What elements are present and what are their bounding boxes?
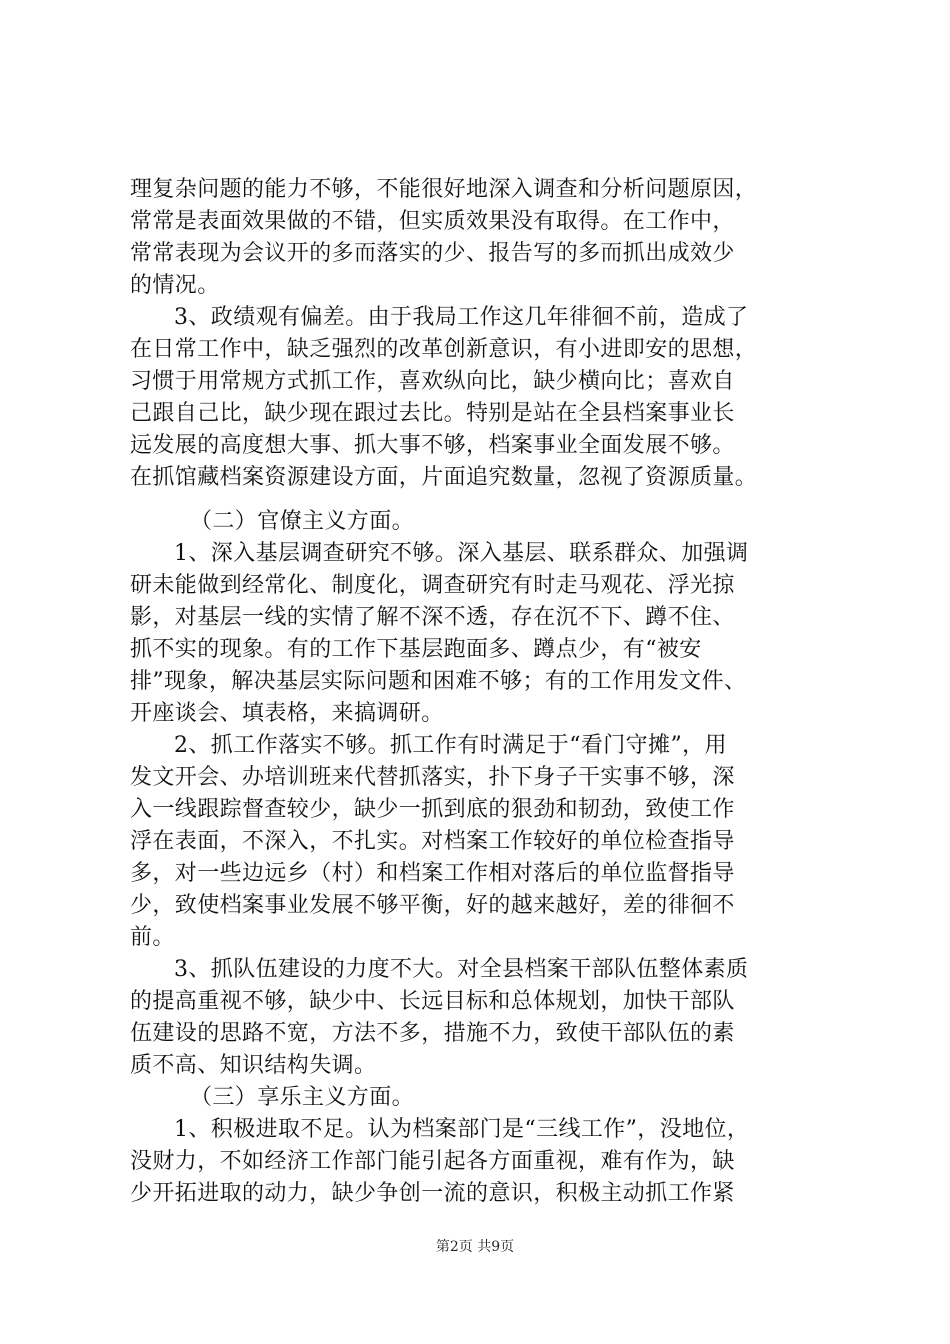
paragraph-start-line: 1、深入基层调查研究不够。深入基层、联系群众、加强调 bbox=[174, 541, 749, 566]
text-line: 少开拓进取的动力，缺少争创一流的意识，积极主动抓工作紧 bbox=[130, 1181, 735, 1206]
text-line: 伍建设的思路不宽，方法不多，措施不力，致使干部队伍的素 bbox=[130, 1021, 735, 1046]
text-line: 发文开会、办培训班来代替抓落实，扑下身子干实事不够，深 bbox=[130, 765, 735, 790]
paragraph-start-line: 2、抓工作落实不够。抓工作有时满足于“看门守摊”，用 bbox=[174, 733, 727, 758]
text-line: 习惯于用常规方式抓工作，喜欢纵向比，缺少横向比；喜欢自 bbox=[130, 369, 735, 394]
text-line: 常常是表面效果做的不错，但实质效果没有取得。在工作中， bbox=[130, 209, 735, 234]
text-line: 己跟自己比，缺少现在跟过去比。特别是站在全县档案事业长 bbox=[130, 401, 735, 426]
page-number-footer: 第2页 共9页 bbox=[435, 1239, 515, 1255]
paragraph-start-line: 3、政绩观有偏差。由于我局工作这几年徘徊不前，造成了 bbox=[174, 305, 749, 330]
section-heading: （三）享乐主义方面。 bbox=[190, 1085, 415, 1110]
document-body bbox=[130, 174, 820, 1210]
text-line: 在日常工作中，缺乏强烈的改革创新意识，有小进即安的思想， bbox=[130, 337, 758, 362]
text-line: 浮在表面，不深入，不扎实。对档案工作较好的单位检查指导 bbox=[130, 829, 735, 854]
text-line: 多，对一些边远乡（村）和档案工作相对落后的单位监督指导 bbox=[130, 861, 735, 886]
paragraph-start-line: 1、积极进取不足。认为档案部门是“三线工作”，没地位， bbox=[174, 1117, 750, 1142]
text-line: 在抓馆藏档案资源建设方面，片面追究数量，忽视了资源质量。 bbox=[130, 465, 758, 490]
text-line: 影，对基层一线的实情了解不深不透，存在沉不下、蹲不住、 bbox=[130, 605, 735, 630]
text-line: 开座谈会、填表格，来搞调研。 bbox=[130, 701, 444, 726]
text-line: 的情况。 bbox=[130, 273, 220, 298]
text-line: 没财力，不如经济工作部门能引起各方面重视，难有作为，缺 bbox=[130, 1149, 735, 1174]
text-line: 少，致使档案事业发展不够平衡，好的越来越好，差的徘徊不 bbox=[130, 893, 735, 918]
text-line: 质不高、知识结构失调。 bbox=[130, 1053, 377, 1078]
text-line: 排”现象，解决基层实际问题和困难不够；有的工作用发文件、 bbox=[130, 669, 747, 694]
text-line: 的提高重视不够，缺少中、长远目标和总体规划，加快干部队 bbox=[130, 989, 735, 1014]
text-line: 研未能做到经常化、制度化，调查研究有时走马观花、浮光掠 bbox=[130, 573, 735, 598]
paragraph-start-line: 3、抓队伍建设的力度不大。对全县档案干部队伍整体素质 bbox=[174, 957, 749, 982]
text-line: 常常表现为会议开的多而落实的少、报告写的多而抓出成效少 bbox=[130, 241, 735, 266]
text-line: 前。 bbox=[130, 925, 175, 950]
section-heading: （二）官僚主义方面。 bbox=[190, 509, 415, 534]
text-line: 远发展的高度想大事、抓大事不够，档案事业全面发展不够。 bbox=[130, 433, 735, 458]
text-line: 理复杂问题的能力不够，不能很好地深入调查和分析问题原因， bbox=[130, 177, 758, 202]
text-line: 入一线跟踪督查较少，缺少一抓到底的狠劲和韧劲，致使工作 bbox=[130, 797, 735, 822]
text-line: 抓不实的现象。有的工作下基层跑面多、蹲点少，有“被安 bbox=[130, 637, 702, 662]
section-gap bbox=[130, 494, 820, 506]
